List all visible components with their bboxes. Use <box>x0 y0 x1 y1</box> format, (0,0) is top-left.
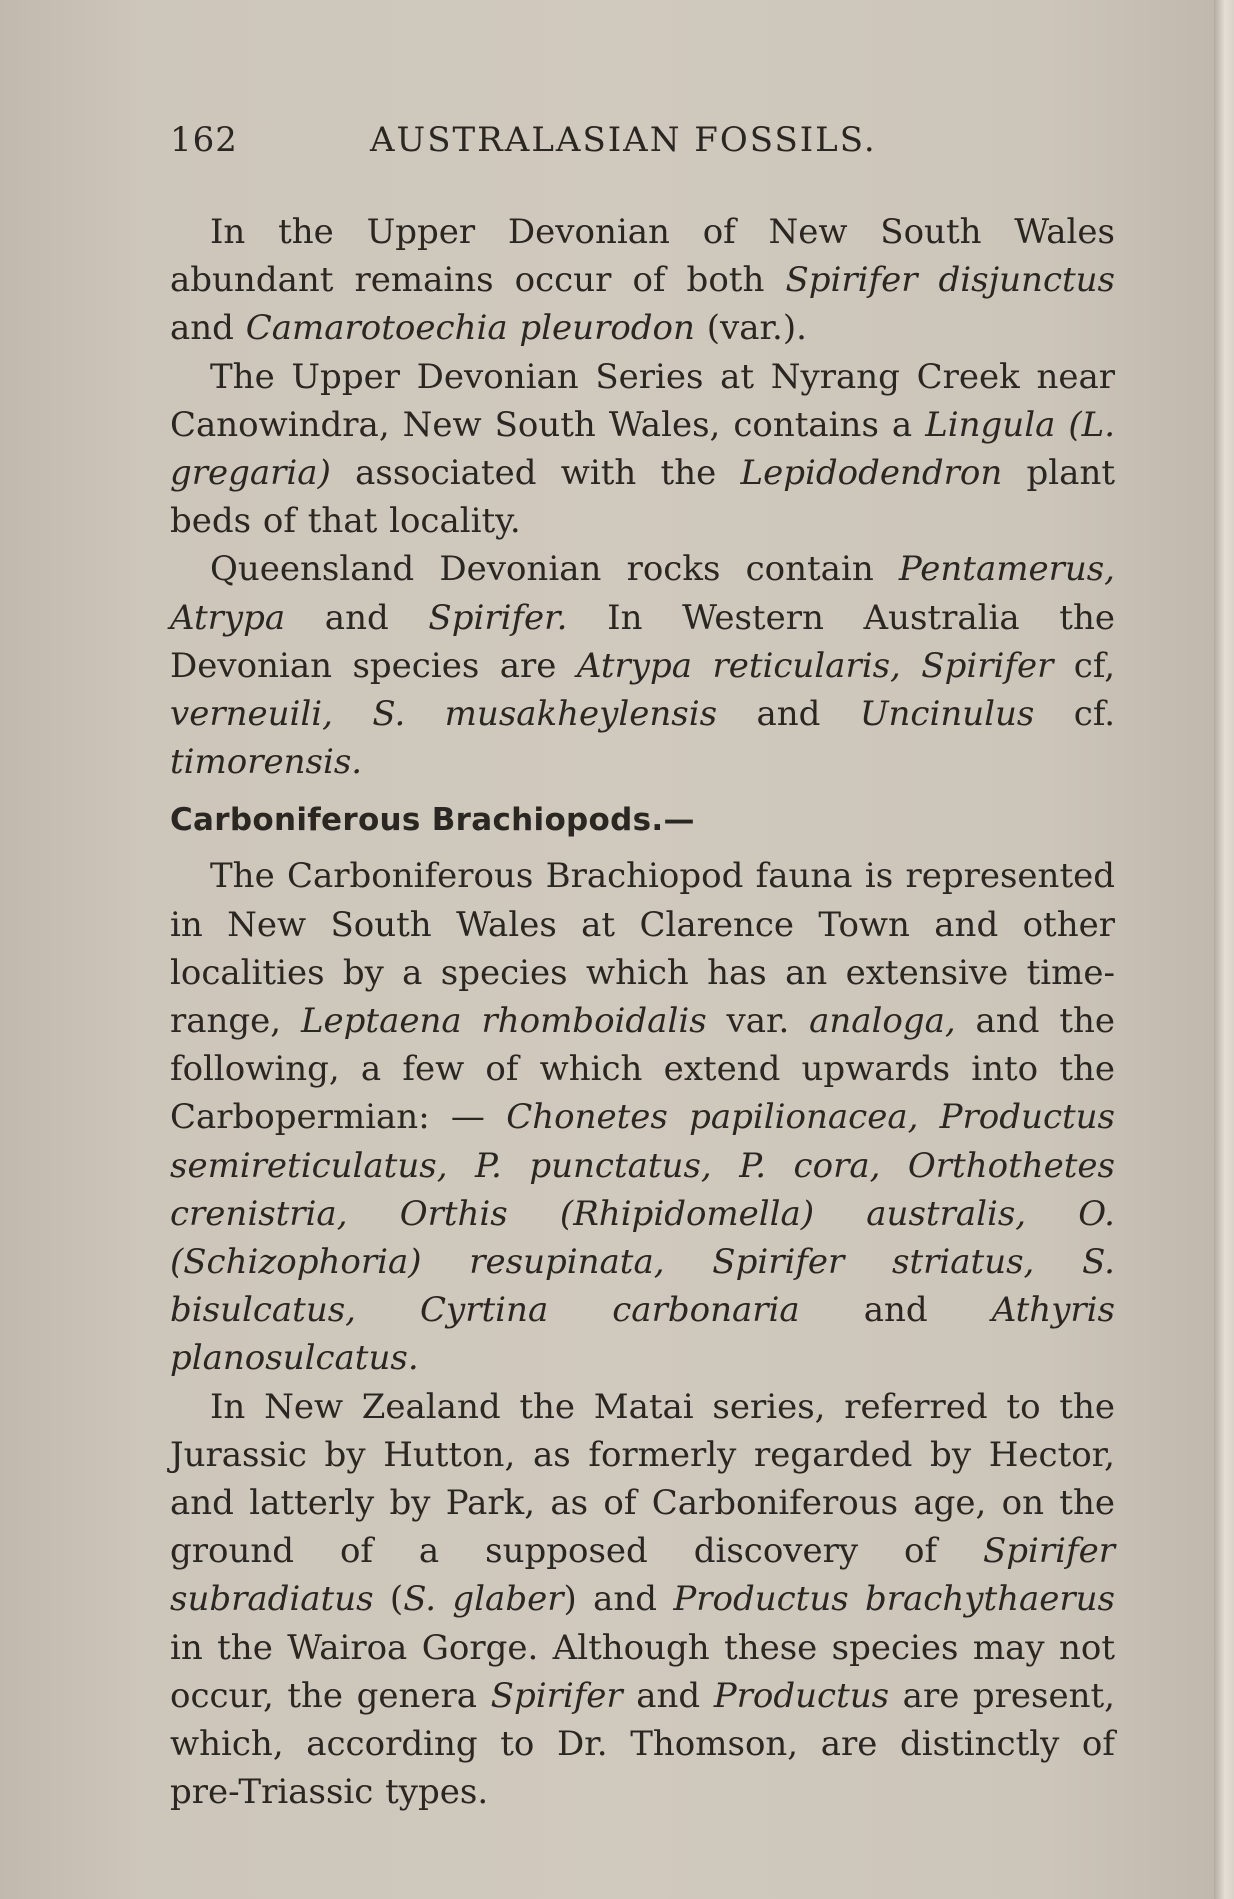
italic-taxon: Chonetes papilionacea, Productus semireticulatus, P. punctatus, P. cora, Orthothetes crenistria, Orthis (Rhipidomella) australis, O. (Schizophoria) resupinata, Spirifer striatus, S. bisulcatus, Cyrtina carbonaria <box>170 1097 1115 1331</box>
italic-taxon: Spirifer disjunctus <box>785 260 1115 301</box>
italic-taxon: verneuili, S. musakheylensis <box>170 694 718 735</box>
page-edge <box>1214 0 1234 1899</box>
italic-taxon: Spirifer subradiatus <box>170 1531 1115 1620</box>
italic-taxon: Athyris planosulcatus. <box>170 1290 1115 1379</box>
section-heading: Carboniferous Brachiopods.— <box>170 802 695 839</box>
italic-taxon: timorensis. <box>170 742 363 783</box>
italic-taxon: Lingula (L. gregaria) <box>170 404 1115 494</box>
italic-taxon: Uncinulus <box>859 694 1035 735</box>
running-head <box>170 120 1115 180</box>
italic-taxon: Pentamerus, Atrypa <box>170 549 1115 638</box>
italic-taxon: Productus <box>713 1675 890 1716</box>
italic-taxon: Lepidodendron <box>740 453 1003 494</box>
italic-taxon: Productus brachythaerus <box>673 1579 1116 1620</box>
italic-taxon: Camarotoechia pleurodon <box>245 308 695 349</box>
italic-taxon: Spirifer <box>490 1675 623 1716</box>
paragraph-queensland-devonian: Queensland Devonian rocks contain Pentamerus, Atrypa and Spirifer. In Western Australia the Devonian species are Atrypa reticularis, Spirifer cf, verneuili, S. musakheylensis and Uncinulus cf. timorensis. <box>170 549 1116 783</box>
paragraph-carboniferous-fauna: The Carboniferous Brachiopod fauna is represented in New South Wales at Clarence Town and other localities by a species which has an extensive time-range, Leptaena rhomboidalis var. analoga, and the following, a few of which extend upwards into the Carbopermian: — Chonetes papilionacea, Productus semireticulatus, P. punctatus, P. cora, Orthothetes crenistria, Orthis (Rhipidomella) australis, O. (Schizophoria) resupinata, Spirifer striatus, S. bisulcatus, Cyrtina carbonaria and Athyris planosulcatus. <box>170 856 1115 1379</box>
running-title: AUSTRALASIAN FOSSILS. <box>370 120 877 160</box>
italic-taxon: S. glaber <box>403 1579 564 1620</box>
italic-taxon: Atrypa reticularis, Spirifer <box>576 645 1054 686</box>
page-number: 162 <box>170 120 238 160</box>
italic-taxon: Spirifer. <box>428 597 568 638</box>
italic-taxon: analoga, <box>809 1001 956 1042</box>
text-block <box>170 120 1115 1817</box>
paragraph-upper-devonian-nsw: In the Upper Devonian of New South Wales abundant remains occur of both Spirifer disjunctus and Camarotoechia pleurodon (var.). <box>170 212 1115 349</box>
paragraph-new-zealand-matai: In New Zealand the Matai series, referred to the Jurassic by Hutton, as formerly regarded by Hector, and latterly by Park, as of Carboniferous age, on the ground of a supposed discovery of Spirifer subradiatus (S. glaber) and Productus brachythaerus in the Wairoa Gorge. Although these species may not occur, the genera Spirifer and Productus are present, which, according to Dr. Thomson, are distinctly of pre-Triassic types. <box>170 1386 1116 1813</box>
italic-taxon: Leptaena rhomboidalis <box>300 1001 707 1042</box>
paragraph-nyrang-creek: The Upper Devonian Series at Nyrang Creek near Canowindra, New South Wales, contains a Lingula (L. gregaria) associated with the Lepidodendron plant beds of that locality. <box>170 356 1116 542</box>
